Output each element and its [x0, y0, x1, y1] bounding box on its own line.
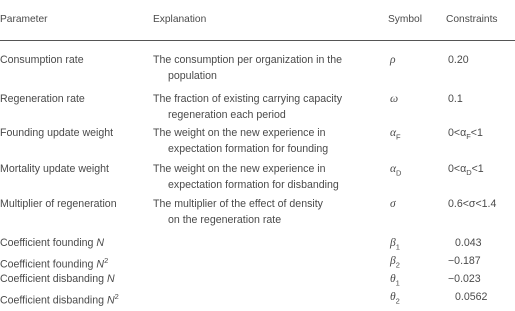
- parameter-variable: N: [107, 273, 115, 285]
- constraint-value: −0.023: [448, 273, 481, 285]
- constraint-subscript: D: [466, 168, 472, 178]
- parameter-name: Regeneration rate: [0, 93, 85, 105]
- symbol: $\beta_1$: [390, 237, 400, 252]
- constraint-subscript: F: [466, 132, 471, 142]
- constraint-value: −0.187: [448, 255, 481, 267]
- header-explanation: Explanation: [153, 14, 207, 25]
- symbol: $\alpha_D$: [390, 163, 402, 178]
- explanation-text: The fraction of existing carrying capacity: [153, 93, 343, 105]
- constraint-value: $0<\alpha_D<1$: [448, 163, 484, 178]
- parameter-variable: N: [96, 237, 105, 249]
- parameter-name: Coefficient founding N: [0, 237, 105, 249]
- parameter-variable: N: [107, 294, 115, 307]
- header-constraints: Constraints: [446, 14, 498, 25]
- symbol-subscript: 2: [395, 296, 400, 306]
- header-parameter: Parameter: [0, 14, 48, 25]
- symbol-subscript: 1: [395, 278, 400, 288]
- explanation-text-cont: population: [168, 70, 217, 82]
- constraint-value: 0.20: [448, 54, 469, 66]
- explanation-text: The multiplier of the effect of density: [153, 198, 323, 210]
- parameter-name: Consumption rate: [0, 54, 84, 66]
- explanation-text: The weight on the new experience in: [153, 127, 326, 139]
- parameter-name: Founding update weight: [0, 127, 114, 139]
- parameter-name: Mortality update weight: [0, 163, 109, 175]
- constraint-value: 0.1: [448, 93, 463, 105]
- symbol-subscript: D: [396, 168, 402, 178]
- explanation-text-cont: regeneration each period: [168, 109, 286, 121]
- symbol: $\theta_2$: [390, 291, 400, 306]
- parameter-name: Coefficient disbanding $N^2$: [0, 292, 119, 307]
- parameter-exponent: 2: [104, 256, 109, 265]
- explanation-text: The weight on the new experience in: [153, 163, 326, 175]
- parameter-name: Coefficient disbanding N: [0, 273, 115, 285]
- symbol-subscript: 1: [395, 242, 400, 252]
- explanation-text-cont: expectation formation for disbanding: [168, 179, 339, 191]
- parameter-variable: N: [96, 258, 105, 271]
- symbol: $\theta_1$: [390, 273, 400, 288]
- symbol: $\beta_2$: [390, 255, 400, 270]
- symbol: ω: [390, 93, 399, 105]
- explanation-text-cont: on the regeneration rate: [168, 214, 282, 226]
- symbol: $\alpha_F$: [390, 127, 401, 142]
- parameter-name: Multiplier of regeneration: [0, 198, 117, 210]
- header-symbol: Symbol: [388, 14, 422, 25]
- constraint-value: 0.6<σ<1.4: [448, 198, 497, 210]
- constraint-value: 0.0562: [455, 291, 488, 303]
- header-rule: [0, 40, 515, 41]
- symbol: σ: [390, 198, 396, 210]
- constraint-value: $0<\alpha_F<1$: [448, 127, 483, 142]
- symbol-subscript: F: [396, 132, 401, 142]
- parameter-exponent: 2: [114, 292, 119, 301]
- explanation-text-cont: expectation formation for founding: [168, 143, 329, 155]
- symbol-subscript: 2: [395, 260, 400, 270]
- constraint-value: 0.043: [455, 237, 482, 249]
- symbol: ρ: [390, 54, 396, 66]
- explanation-text: The consumption per organization in the: [153, 54, 343, 66]
- parameter-name: Coefficient founding $N^2$: [0, 256, 109, 271]
